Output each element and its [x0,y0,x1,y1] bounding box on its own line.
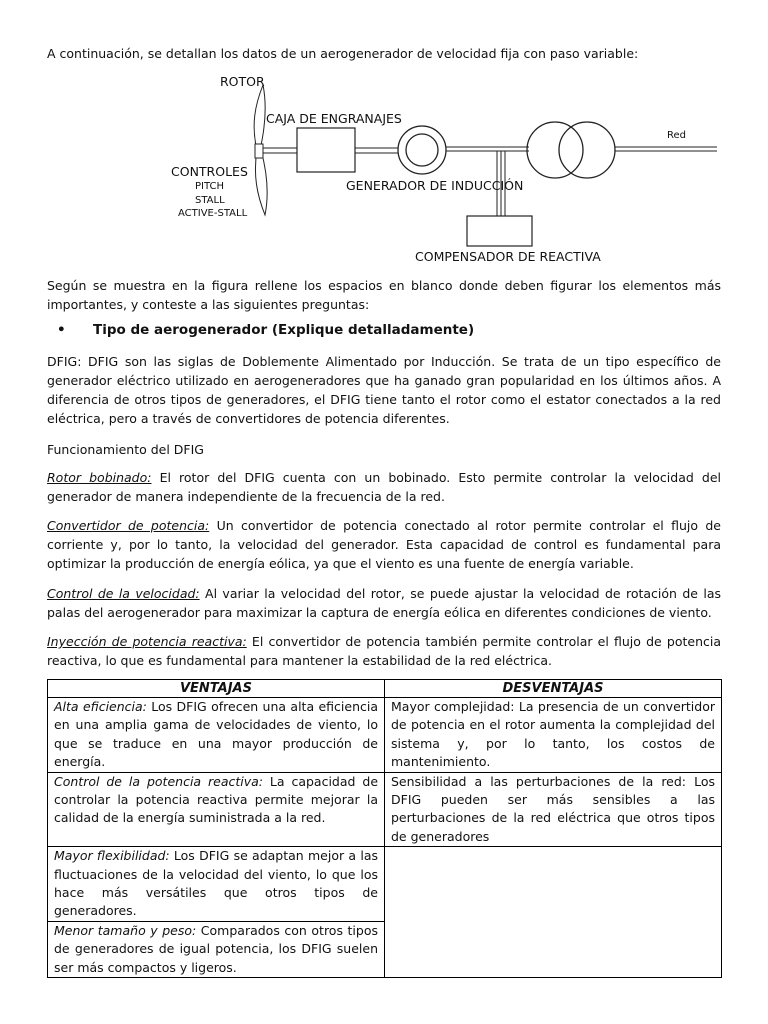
instructions-text: Según se muestra en la figura rellene los espacios en blanco donde deben figurar los elementos más importantes, y conteste a las siguientes preguntas: [47,278,721,312]
section-convertidor [47,516,721,573]
transformer-left [527,122,583,178]
section-rotor-bobinado [47,468,721,506]
active-stall-label: ACTIVE-STALL [178,208,248,219]
advantage-term: Alta eficiencia: [54,699,147,714]
table-header-row [48,680,722,698]
section-term: Control de la velocidad: [47,586,200,601]
disadvantage-cell: Sensibilidad a las perturbaciones de la red: Los DFIG pueden ser más sensibles a las perturbaciones de la red eléctrica que otros tipos de generadores [385,772,722,847]
advantage-cell [48,772,385,847]
wind-turbine-diagram [117,70,717,270]
compensator-label: COMPENSADOR DE REACTIVA [415,249,601,264]
disadvantage-cell-empty [385,847,722,978]
section-text: Al variar la velocidad del rotor, se puede ajustar la velocidad de rotación de las palas del aerogenerador para maximizar la captura de energía eólica en diferentes condiciones de viento. [47,586,721,620]
intro-text: A continuación, se detallan los datos de un aerogenerador de velocidad fija con paso variable: [47,46,639,61]
table-row [48,698,722,773]
header-ventajas: VENTAJAS [48,680,385,698]
header-desventajas: DESVENTAJAS [385,680,722,698]
bullet-question [47,322,474,338]
advantage-text: Los DFIG ofrecen una alta eficiencia en una amplia gama de velocidades de viento, lo que se traduce en una mayor producción de energía. [54,699,379,770]
bullet-marker: • [57,322,66,338]
advantage-term: Mayor flexibilidad: [54,848,170,864]
section-term: Rotor bobinado: [47,470,152,485]
rotor-blade-bottom [255,150,267,215]
transformer-right [559,122,615,178]
section-text: El rotor del DFIG cuenta con un bobinado. Esto permite controlar la velocidad del generador de manera independiente de la frecuencia de la red. [47,470,721,504]
bullet-question-text: Tipo de aerogenerador (Explique detalladamente) [93,322,475,338]
pitch-label: PITCH [195,181,225,192]
gearbox-box [297,128,355,172]
pros-cons-table [47,679,722,978]
section-text: El convertidor de potencia también permite controlar el flujo de potencia reactiva, lo que es fundamental para mantener la estabilidad de la red eléctrica. [47,634,721,668]
rotor-label: ROTOR [220,74,265,89]
advantage-cell [48,847,385,922]
gearbox-label: CAJA DE ENGRANAJES [266,111,402,126]
advantage-text: Comparados con otros tipos de generadores de igual potencia, los DFIG suelen ser más compactos y ligeros. [54,922,379,975]
table-row [48,847,722,922]
generator-label: GENERADOR DE INDUCCIÓN [346,178,524,193]
advantage-term: Menor tamaño y peso: [54,922,197,938]
section-control-velocidad [47,584,721,622]
section-text: Un convertidor de potencia conectado al rotor permite controlar el flujo de corriente y, por lo tanto, la velocidad del generador. Esta capacidad de control es fundamental para optimizar la producción de energía eólica, ya que el viento es una fuente de energía variable. [47,518,721,571]
advantage-cell [48,921,385,977]
disadvantage-cell: Mayor complejidad: La presencia de un convertidor de potencia en el rotor aumenta la complejidad del sistema y, por lo tanto, los costos de mantenimiento. [385,698,722,773]
controls-label: CONTROLES [171,164,248,179]
advantage-cell [48,698,385,773]
stall-label: STALL [195,195,225,206]
rotor-blade-top [254,85,265,150]
rotor-hub [255,144,263,158]
dfig-intro-paragraph: DFIG: DFIG son las siglas de Doblemente Alimentado por Inducción. Se trata de un tipo específico de generador eléctrico utilizado en aerogeneradores que ha ganado gran popularidad en los últimos años. A diferencia de otros tipos de generadores, el DFIG tiene tanto el rotor como el estator conectados a la red eléctrica, pero a través de convertidores de potencia diferentes. [47,354,721,426]
advantage-term: Control de la potencia reactiva: [54,773,263,789]
grid-label: Red [667,130,686,141]
advantage-text: Los DFIG se adaptan mejor a las fluctuaciones de la velocidad del viento, lo que los hace más versátiles que otros tipos de generadores. [54,848,378,919]
section-potencia-reactiva [47,632,721,670]
section-term: Convertidor de potencia: [47,518,210,533]
table-row [48,772,722,847]
generator-inner [406,134,438,166]
compensator-box [467,216,532,246]
function-title: Funcionamiento del DFIG [47,442,204,457]
advantage-text: La capacidad de controlar la potencia reactiva permite mejorar la calidad de la energía suministrada a la red. [54,773,379,826]
section-term: Inyección de potencia reactiva: [47,634,247,649]
